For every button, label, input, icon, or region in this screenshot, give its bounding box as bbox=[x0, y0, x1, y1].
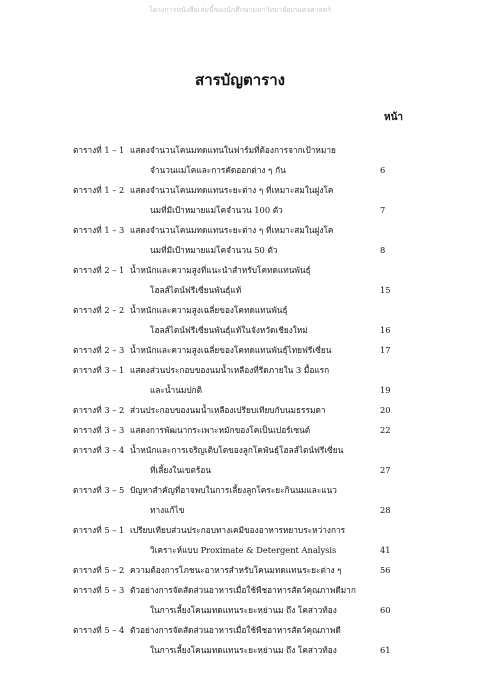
toc-entry bbox=[0, 260, 480, 300]
page-number: 17 bbox=[380, 345, 391, 355]
toc-entry bbox=[0, 440, 480, 480]
toc-entry-continuation bbox=[0, 200, 480, 220]
table-number: ตารางที่ 3 – 3 bbox=[73, 425, 125, 435]
table-caption: น้ำหนักและความสูงเฉลี่ยของโคทดแทนพันธุ์ไทยฟรีเซี่ยน bbox=[130, 345, 332, 355]
table-caption: แสดงจำนวนโคนมทดแทนระยะต่าง ๆ ที่เหมาะสมในฝูงโค bbox=[130, 185, 334, 195]
toc-entry bbox=[0, 220, 480, 260]
page-number: 61 bbox=[380, 645, 391, 655]
toc-entry bbox=[0, 520, 480, 560]
table-caption: ปัญหาสำคัญที่อาจพบในการเลี้ยงลูกโคระยะกินนมและแนว bbox=[130, 485, 337, 495]
table-caption: ตัวอย่างการจัดสัดส่วนอาหารเมื่อใช้พืชอาหารสัตว์คุณภาพดี bbox=[130, 625, 341, 635]
toc-entry bbox=[0, 400, 480, 420]
table-caption: แสดงจำนวนโคนมทดแทนระยะต่าง ๆ ที่เหมาะสมในฝูงโค bbox=[130, 225, 334, 235]
table-caption: แสดงส่วนประกอบของนมน้ำเหลืองที่รีดภายใน 3 มื้อแรก bbox=[130, 365, 330, 375]
page-number: 22 bbox=[380, 425, 391, 435]
table-caption: ความต้องการโภชนะอาหารสำหรับโคนมทดแทนระยะต่าง ๆ bbox=[130, 565, 342, 575]
toc-entry bbox=[0, 480, 480, 520]
table-caption: จำนวนแม่โคและการคัดออกต่าง ๆ กัน bbox=[150, 165, 286, 175]
table-caption: เปรียบเทียบส่วนประกอบทางเคมีของอาหารหยาบระหว่างการ bbox=[130, 525, 346, 535]
table-caption: แสดงการพัฒนากระเพาะหมักของโคเป็นเปอร์เซนต์ bbox=[130, 425, 311, 435]
page-number: 41 bbox=[380, 545, 391, 555]
page-number: 7 bbox=[380, 205, 386, 215]
table-caption: น้ำหนักและความสูงที่แนะนำสำหรับโคทดแทนพันธุ์ bbox=[130, 265, 311, 275]
toc-entry-line bbox=[0, 260, 480, 280]
table-number: ตารางที่ 5 – 1 bbox=[73, 525, 125, 535]
page-column-header: หน้า bbox=[384, 112, 404, 123]
toc-entry bbox=[0, 620, 480, 660]
toc-entry-continuation bbox=[0, 280, 480, 300]
table-caption: ในการเลี้ยงโคนมทดแทนระยะหย่านม ถึง โคสาวท้อง bbox=[150, 605, 337, 615]
page-number: 19 bbox=[380, 385, 391, 395]
toc-entry-line bbox=[0, 140, 480, 160]
table-caption: น้ำหนักและความสูงเฉลี่ยของโคทดแทนพันธุ์ bbox=[130, 305, 288, 315]
toc-entry-line bbox=[0, 620, 480, 640]
toc-entry bbox=[0, 420, 480, 440]
toc-entry-continuation bbox=[0, 640, 480, 660]
toc-entry-continuation bbox=[0, 500, 480, 520]
page-number: 6 bbox=[380, 165, 386, 175]
table-of-contents bbox=[0, 140, 480, 660]
toc-entry-continuation bbox=[0, 160, 480, 180]
table-caption: วิเคราะห์แบบ Proximate & Detergent Analysis bbox=[150, 545, 337, 555]
table-caption: โฮลส์ไตน์ฟรีเซี่ยนพันธุ์แท้ bbox=[150, 285, 242, 295]
toc-entry-line bbox=[0, 520, 480, 540]
toc-entry-line bbox=[0, 300, 480, 320]
page-number: 27 bbox=[380, 465, 391, 475]
table-number: ตารางที่ 2 – 3 bbox=[73, 345, 125, 355]
toc-entry bbox=[0, 560, 480, 580]
table-number: ตารางที่ 3 – 5 bbox=[73, 485, 125, 495]
table-number: ตารางที่ 3 – 1 bbox=[73, 365, 125, 375]
table-number: ตารางที่ 5 – 2 bbox=[73, 565, 125, 575]
toc-entry bbox=[0, 300, 480, 340]
page-number: 8 bbox=[380, 245, 386, 255]
table-number: ตารางที่ 1 – 1 bbox=[73, 145, 125, 155]
table-number: ตารางที่ 5 – 4 bbox=[73, 625, 125, 635]
page-number: 16 bbox=[380, 325, 391, 335]
table-caption: น้ำหนักและการเจริญเติบโตของลูกโคพันธุ์โฮลส์ไตน์ฟรีเซี่ยน bbox=[130, 445, 344, 455]
table-caption: ส่วนประกอบของนมน้ำเหลืองเปรียบเทียบกับนมธรรมดา bbox=[130, 405, 326, 415]
toc-entry-line bbox=[0, 340, 480, 360]
table-number: ตารางที่ 1 – 2 bbox=[73, 185, 125, 195]
page-number: 28 bbox=[380, 505, 391, 515]
toc-entry-line bbox=[0, 440, 480, 460]
toc-entry-line bbox=[0, 560, 480, 580]
toc-entry bbox=[0, 340, 480, 360]
page-title: สารบัญตาราง bbox=[195, 71, 285, 89]
table-number: ตารางที่ 1 – 3 bbox=[73, 225, 125, 235]
toc-entry-continuation bbox=[0, 460, 480, 480]
table-caption: ทางแก้ไข bbox=[150, 505, 185, 515]
table-caption: ตัวอย่างการจัดสัดส่วนอาหารเมื่อใช้พืชอาหารสัตว์คุณภาพดีมาก bbox=[130, 585, 356, 595]
toc-entry bbox=[0, 140, 480, 180]
table-caption: นมที่มีเป้าหมายแม่โคจำนวน 100 ตัว bbox=[150, 205, 283, 215]
toc-entry-line bbox=[0, 180, 480, 200]
toc-entry-line bbox=[0, 480, 480, 500]
toc-entry bbox=[0, 580, 480, 620]
toc-entry bbox=[0, 180, 480, 220]
toc-entry-line bbox=[0, 360, 480, 380]
toc-entry-line bbox=[0, 580, 480, 600]
table-caption: โฮลส์ไตน์ฟรีเซี่ยนพันธุ์แท้ในจังหวัดเชียงใหม่ bbox=[150, 325, 308, 335]
table-number: ตารางที่ 2 – 2 bbox=[73, 305, 125, 315]
toc-entry bbox=[0, 360, 480, 400]
toc-entry-continuation bbox=[0, 240, 480, 260]
page-number: 60 bbox=[380, 605, 391, 615]
page-number: 15 bbox=[380, 285, 391, 295]
toc-entry-continuation bbox=[0, 380, 480, 400]
table-number: ตารางที่ 5 – 3 bbox=[73, 585, 125, 595]
table-caption: นมที่มีเป้าหมายแม่โคจำนวน 50 ตัว bbox=[150, 245, 278, 255]
toc-entry-continuation bbox=[0, 320, 480, 340]
toc-entry-continuation bbox=[0, 600, 480, 620]
toc-entry-line bbox=[0, 220, 480, 240]
table-number: ตารางที่ 2 – 1 bbox=[73, 265, 125, 275]
toc-entry-continuation bbox=[0, 540, 480, 560]
page-number: 56 bbox=[380, 565, 391, 575]
toc-entry-line bbox=[0, 420, 480, 440]
watermark: โครงการหนังสือเล่มนี้ของนักศึกษามหาวิทยาลัยเกษตรศาสตร์ bbox=[148, 6, 332, 14]
table-caption: แสดงจำนวนโคนมทดแทนในฟาร์มที่ต้องการจากเป้าหมาย bbox=[130, 145, 336, 155]
table-caption: ที่เลี้ยงในเขตร้อน bbox=[150, 465, 212, 475]
table-number: ตารางที่ 3 – 2 bbox=[73, 405, 125, 415]
table-caption: ในการเลี้ยงโคนมทดแทนระยะหย่านม ถึง โคสาวท้อง bbox=[150, 645, 337, 655]
table-caption: และน้ำนมปกติ bbox=[150, 385, 203, 395]
page-number: 20 bbox=[380, 405, 391, 415]
toc-entry-line bbox=[0, 400, 480, 420]
table-number: ตารางที่ 3 – 4 bbox=[73, 445, 125, 455]
